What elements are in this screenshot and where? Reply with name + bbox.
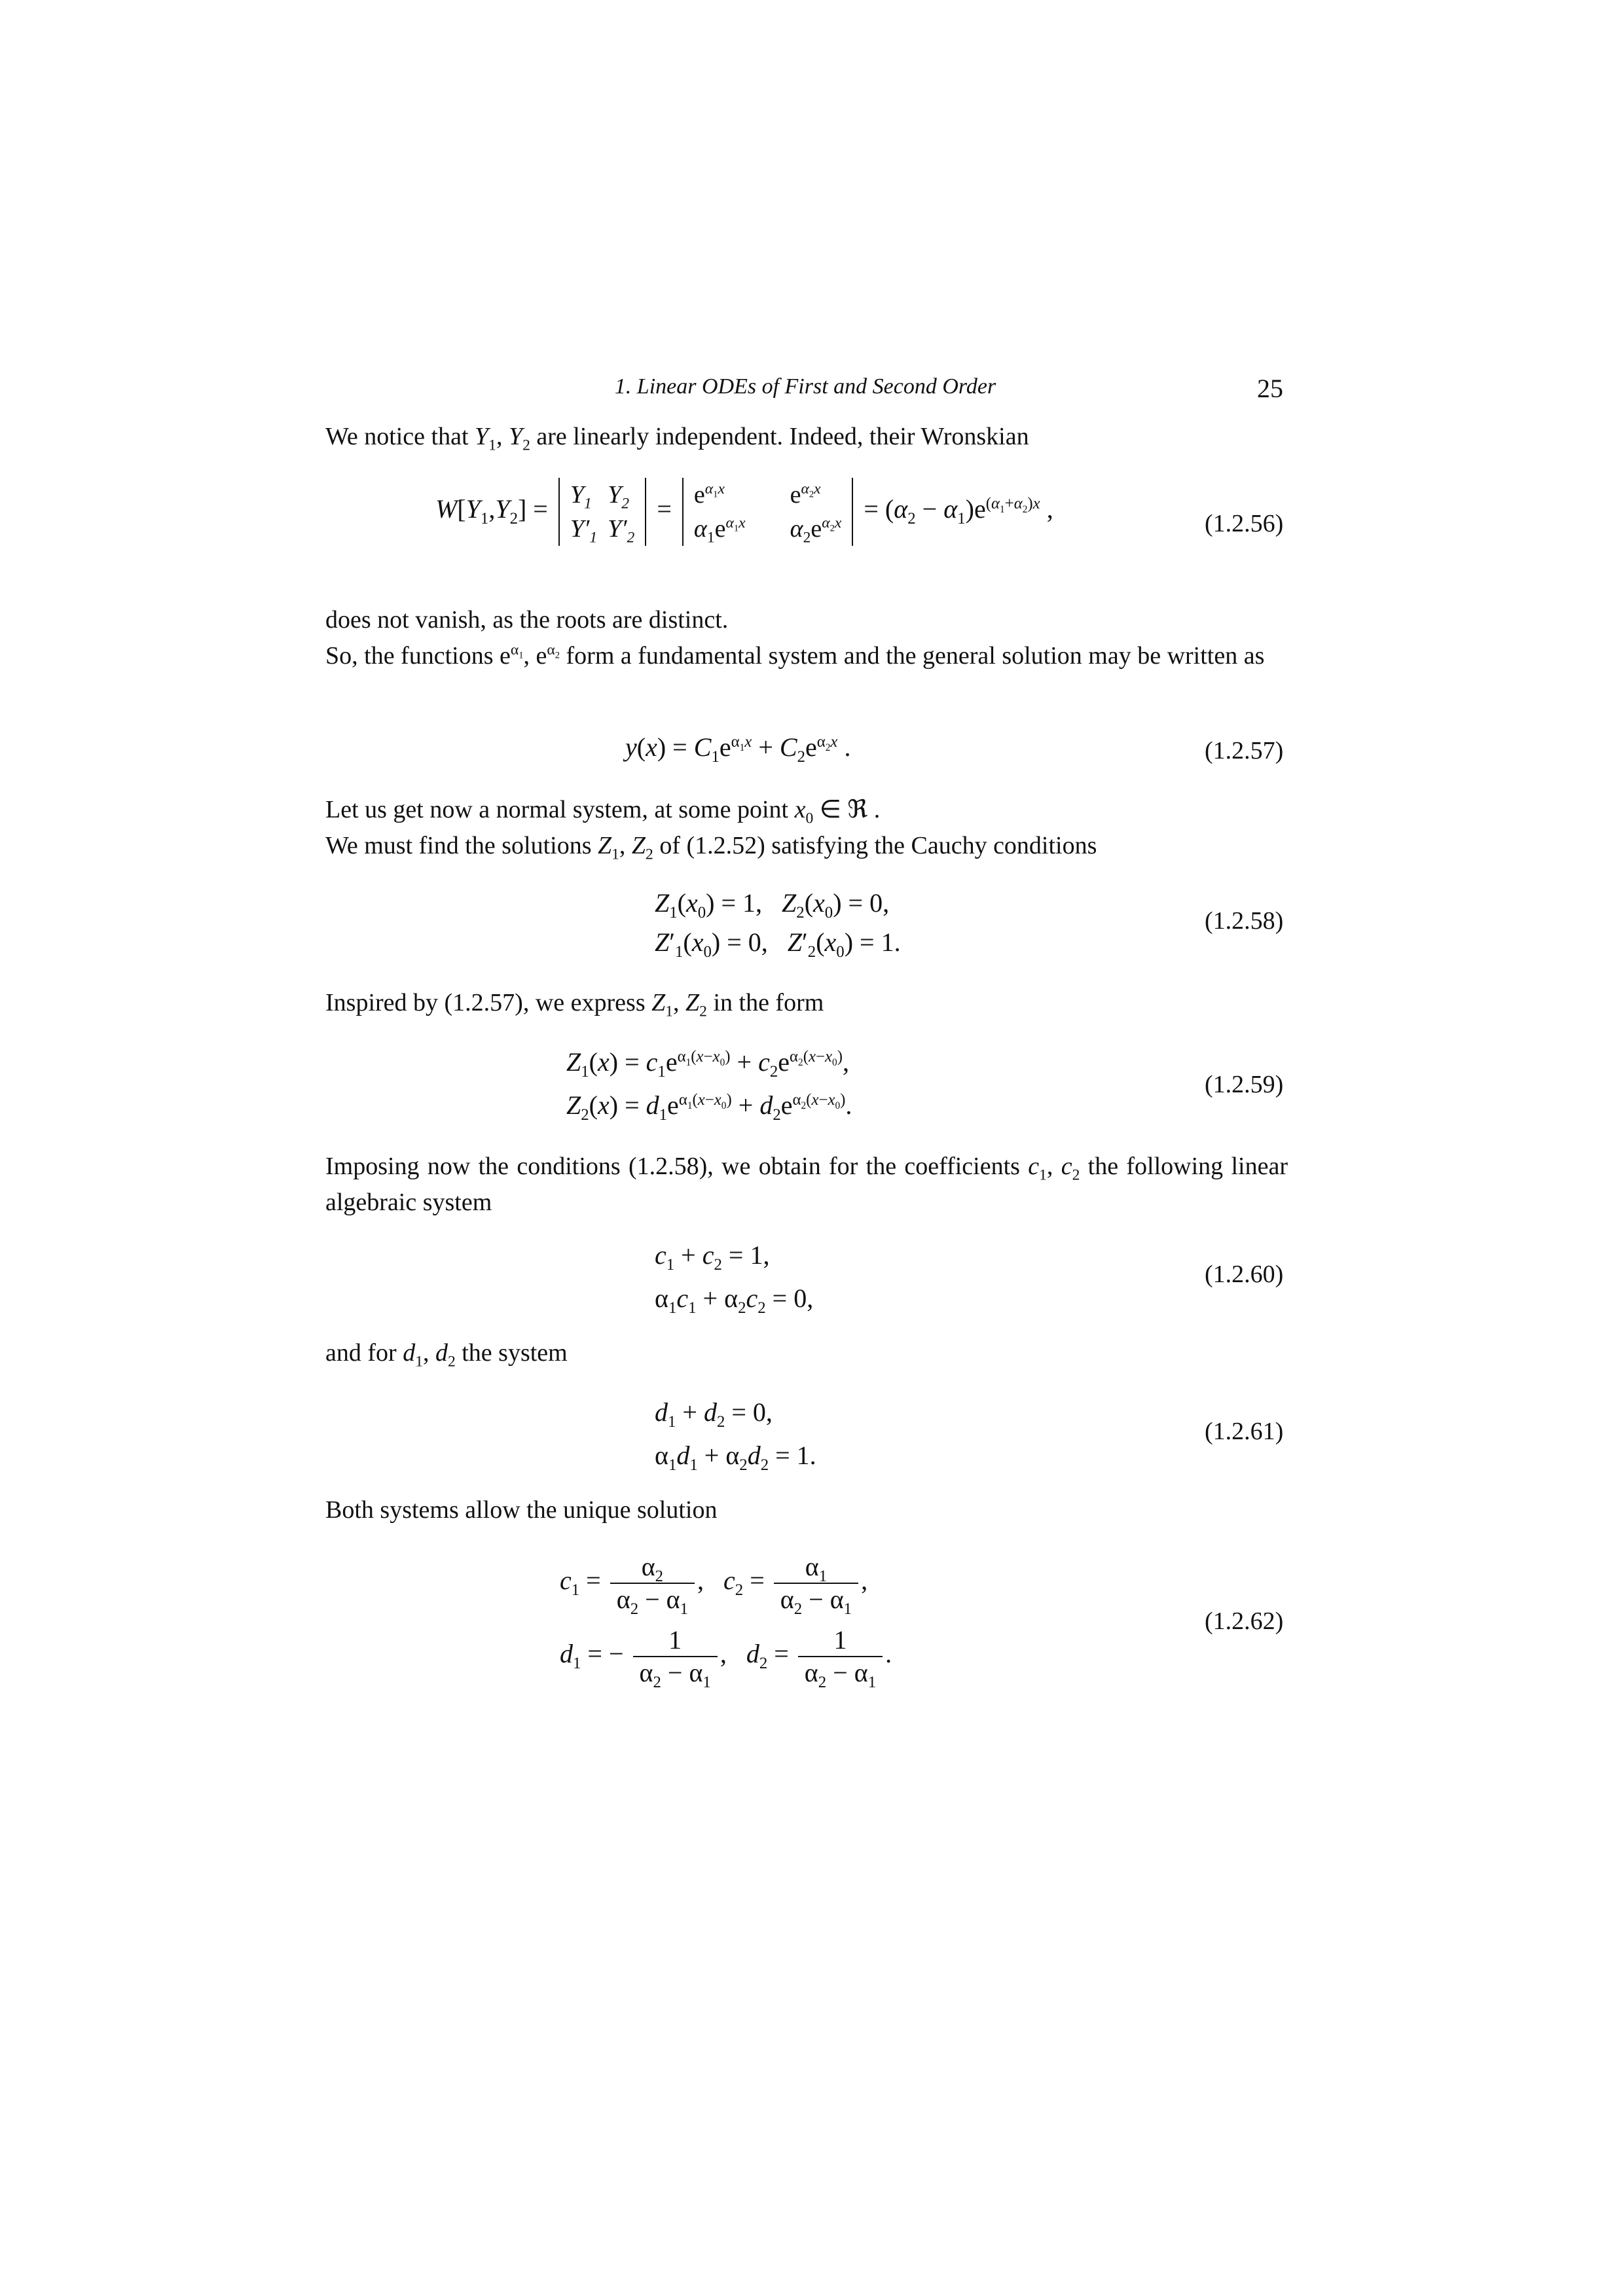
text-segment: in the form bbox=[706, 989, 824, 1016]
text-segment: does not vanish, as the roots are distinct. bbox=[325, 606, 729, 634]
text-segment: and for bbox=[325, 1339, 403, 1367]
equation-z-form: $Z_1(x) = c_1e^{\alpha_1(x-x_0)} + c_2e^{\alpha_2(x-x_0)}$, $Z_2(x) = d_1e^{\alpha_1(x-x_0)} + d_2e^{\alpha_2(x-x_0)}$. bbox=[566, 1047, 852, 1124]
page-number: 25 bbox=[1257, 374, 1283, 403]
text-segment: the following linear algebraic system bbox=[325, 1153, 1288, 1216]
text-segment: are linearly independent. Indeed, their Wronskian bbox=[530, 423, 1029, 450]
paragraph-inspired: Inspired by (1.2.57), we express $Z_1$, $Z_2$ in the form bbox=[325, 989, 824, 1020]
paragraph-d-system-intro: and for $d_1$, $d_2$ the system bbox=[325, 1339, 568, 1371]
equation-unique-solution: $c_1$ = $\frac{\alpha_2}{\alpha_2 - \alpha_1}$ , $c_2$ = $\frac{\alpha_1}{\alpha_2 - \alpha_1}$ , $d_1$ = − $\frac{1}{\alpha_2 - \alpha_1}$ , $d_2$ = $\frac{1}{\alpha_2 - \alpha_1}$ . bbox=[560, 1552, 892, 1691]
equation-number: (1.2.59) bbox=[1205, 1071, 1284, 1098]
equation-wronskian: $W[Y_1,Y_2]$ = $Y_1$ $Y_2$ $Y'_1$ $Y'_2$ = $e^{\alpha_1x}$ $e^{\alpha_2x}$ $\alpha_1e^{\alpha_1x}$ $\alpha_2e^{\alpha_2x}$ = $(\alpha_2 - \alpha_1)e^{(\alpha_1+\alpha_2)x}$ , bbox=[435, 478, 1053, 546]
running-header bbox=[327, 374, 1283, 407]
equation-number: (1.2.62) bbox=[1205, 1607, 1284, 1635]
paragraph-imposing: Imposing now the conditions (1.2.58), we obtain for the coefficients $c_1$, $c_2$ the following linear algebraic system bbox=[325, 1153, 1288, 1216]
text-segment: Imposing now the conditions (1.2.58), we obtain for the coefficients bbox=[325, 1153, 1029, 1180]
equation-number: (1.2.60) bbox=[1205, 1261, 1284, 1288]
text-segment: Let us get now a normal system, at some point bbox=[325, 796, 795, 823]
equation-number: (1.2.61) bbox=[1205, 1418, 1284, 1445]
chapter-title: 1. Linear ODEs of First and Second Order bbox=[614, 374, 996, 399]
paragraph-fundamental-system: So, the functions $e^{\alpha_1}$, $e^{\alpha_2}$ form a fundamental system and the general solution may be written as bbox=[325, 641, 1265, 670]
text-segment: the system bbox=[455, 1339, 568, 1367]
paragraph-roots-distinct bbox=[325, 602, 1288, 638]
equation-number: (1.2.58) bbox=[1205, 907, 1284, 935]
equation-cauchy-conditions: $Z_1(x_0) = 1$, $Z_2(x_0) = 0$, $Z'_1(x_0) = 0$, $Z'_2(x_0) = 1$. bbox=[655, 888, 901, 961]
paragraph-wronskian-intro: We notice that $Y_1$, $Y_2$ are linearly independent. Indeed, their Wronskian bbox=[325, 423, 1029, 454]
paragraph-normal-system: Let us get now a normal system, at some point $x_0$ ∈ ℜ . bbox=[325, 796, 881, 827]
text-segment: Both systems allow the unique solution bbox=[325, 1496, 718, 1524]
equation-number: (1.2.57) bbox=[1205, 737, 1284, 764]
equation-general-solution: $y(x) = C_1e^{\alpha_1x} + C_2e^{\alpha_2x}$ . bbox=[625, 732, 851, 766]
text-segment: of (1.2.52) satisfying the Cauchy conditions bbox=[659, 832, 1097, 859]
equation-number: (1.2.56) bbox=[1205, 510, 1284, 537]
equation-c-system: $c_1 + c_2 = 1$, $\alpha_1c_1 + \alpha_2c_2 = 0$, bbox=[655, 1240, 814, 1317]
paragraph-cauchy-conditions: We must find the solutions $Z_1$, $Z_2$ of (1.2.52) satisfying the Cauchy conditions bbox=[325, 832, 1097, 863]
text-segment: form a fundamental system and the general solution may be written as bbox=[560, 642, 1265, 670]
text-segment: We must find the solutions bbox=[325, 832, 598, 859]
text-segment: We notice that bbox=[325, 423, 475, 450]
paragraph-unique-solution bbox=[325, 1492, 1288, 1528]
equation-d-system: $d_1 + d_2 = 0$, $\alpha_1d_1 + \alpha_2d_2 = 1$. bbox=[655, 1397, 816, 1474]
text-segment: So, the functions bbox=[325, 642, 500, 670]
text-segment: Inspired by (1.2.57), we express bbox=[325, 989, 652, 1016]
